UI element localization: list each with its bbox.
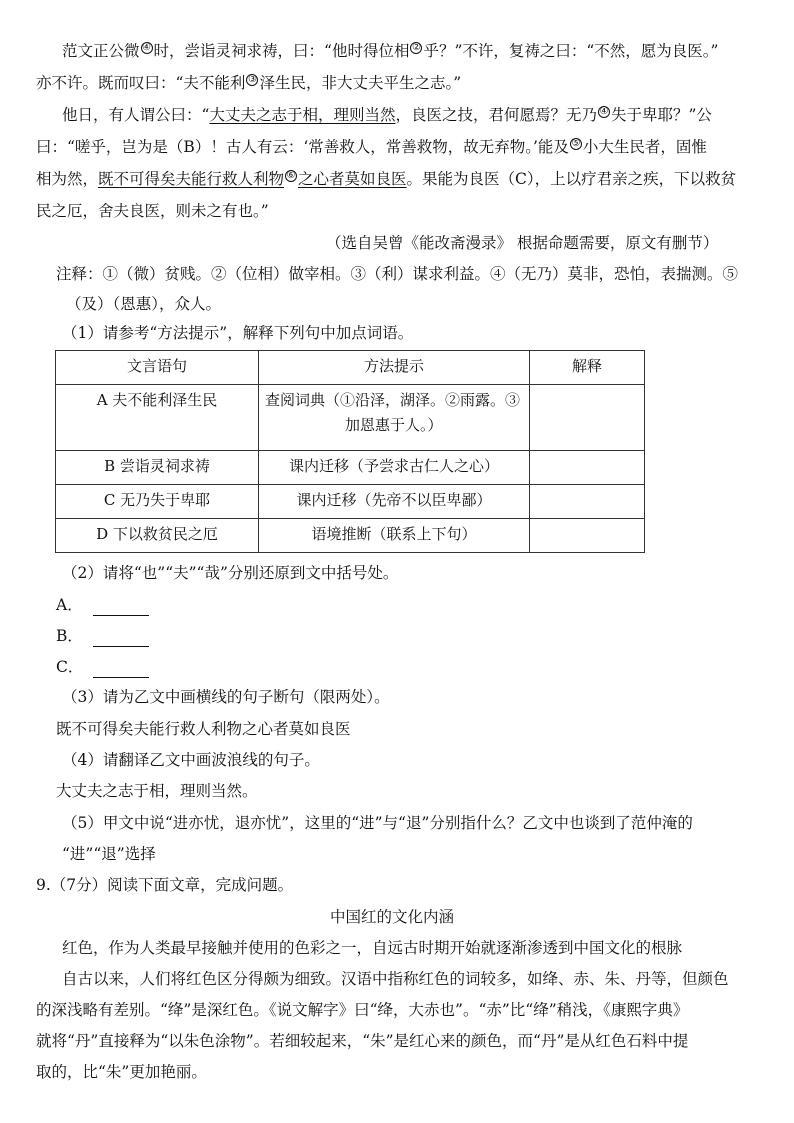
q4-sentence: 大丈夫之志于相，理则当然。 xyxy=(56,782,258,800)
note-mark: ④ xyxy=(599,105,609,117)
header-explanation: 解释 xyxy=(530,351,645,385)
row-c-sentence: C 无乃失于卑耶 xyxy=(56,485,259,519)
row-a-sentence: A 夫不能利泽生民 xyxy=(56,385,259,451)
note-mark: ④ xyxy=(142,41,151,53)
article-p2-line-2: 的深浅略有差别。“绛”是深红色。《说文解字》曰“绛，大赤也”。“赤”比“绛”稍浅，《康熙字典》 xyxy=(36,1001,689,1019)
passage-line-3: 他日，有人谓公曰：“大丈夫之志于相，理则当然，良医之技，君何愿焉？无乃 ④ 失于卑耶？”公 xyxy=(62,105,712,124)
q4-prompt: （4）请翻译乙文中画波浪线的句子。 xyxy=(62,751,320,769)
article-p2-line-3: 就将“丹”直接释为“以朱色涂物”。若细较起来，“朱”是红心来的颜色，而“丹”是从红色石料中提 xyxy=(36,1032,689,1050)
row-b-answer-cell[interactable] xyxy=(530,451,645,485)
row-b-hint: 课内迁移（予尝求古仁人之心） xyxy=(259,451,530,485)
article-p2-line-4: 取的，比“朱”更加艳丽。 xyxy=(36,1063,207,1081)
row-a-answer-cell[interactable] xyxy=(530,385,645,451)
article-p2-line-1: 自古以来，人们将红色区分得颇为细致。汉语中指称红色的词较多，如绛、赤、朱、丹等，但颜色 xyxy=(62,970,729,988)
passage-line-5: 相为然，既不可得矣夫能行救人利物 ⑥ 之心者莫如良医。果能为良医（C），上以疗君亲之疾，下以救贫 xyxy=(36,169,737,188)
q5-line-1: （5）甲文中说“进亦忧，退亦忧”，这里的“进”与“退”分别指什么？乙文中也谈到了范仲淹的 xyxy=(62,814,693,832)
article-paragraph-1: 红色，作为人类最早接触并使用的色彩之一，自远古时期开始就逐渐渗透到中国文化的根脉 xyxy=(62,939,683,957)
answer-blank-a[interactable] xyxy=(93,601,149,616)
note-mark: ② xyxy=(411,41,421,53)
row-c-answer-cell[interactable] xyxy=(530,485,645,519)
q3-prompt: （3）请为乙文中画横线的句子断句（限两处）。 xyxy=(62,688,390,706)
passage-line-6: 民之厄，舍夫良医，则未之有也。” xyxy=(36,202,269,220)
row-b-sentence: B 尝诣灵祠求祷 xyxy=(56,451,259,485)
row-d-sentence: D 下以救贫民之厄 xyxy=(56,519,259,553)
q9-heading: 9.（7分）阅读下面文章，完成问题。 xyxy=(36,876,294,894)
q2-option-a: A． xyxy=(56,594,149,616)
q5-line-2: “进”“退”选择 xyxy=(62,845,156,863)
answer-blank-c[interactable] xyxy=(93,663,149,678)
article-title: 中国红的文化内涵 xyxy=(330,908,455,926)
underlined-sentence-2a: 既不可得矣夫能行救人利物 xyxy=(98,170,285,188)
row-a-hint: 查阅词典（①沿泽，湖泽。②雨露。③ 加恩惠于人。） xyxy=(259,385,530,451)
row-c-hint: 课内迁移（先帝不以臣卑鄙） xyxy=(259,485,530,519)
header-hint: 方法提示 xyxy=(259,351,530,385)
q2-prompt: （2）请将“也”“夫”“哉”分别还原到文中括号处。 xyxy=(62,564,399,582)
underlined-sentence-1: 大丈夫之志于相，理则当然 xyxy=(209,106,396,124)
notes-line-1: 注释：①（微）贫贱。②（位相）做宰相。③（利）谋求利益。④（无乃）莫非，恐怕，表揣测。⑤ xyxy=(56,265,739,283)
passage-line-4: 曰：“嗟乎，岂为是（B）！古人有云：‘常善救人，常善救物，故无弃物。’能及 ⑤ 小大生民者，固惟 xyxy=(36,137,707,156)
underlined-sentence-2b: 之心者莫如良医 xyxy=(298,170,407,188)
row-d-hint: 语境推断（联系上下句） xyxy=(259,519,530,553)
header-sentence: 文言语句 xyxy=(56,351,259,385)
q1-prompt: （1）请参考“方法提示”，解释下列句中加点词语。 xyxy=(62,324,414,342)
q3-sentence: 既不可得矣夫能行救人利物之心者莫如良医 xyxy=(56,720,351,738)
q1-table xyxy=(55,350,645,553)
q2-option-c: C． xyxy=(56,656,149,678)
note-mark: ⑥ xyxy=(286,169,296,181)
passage-line-2: 亦不许。既而叹曰：“夫不能利 ③ 泽生民，非大丈夫平生之志。” xyxy=(36,73,462,92)
note-mark: ③ xyxy=(247,73,257,85)
row-d-answer-cell[interactable] xyxy=(530,519,645,553)
q2-option-b: B． xyxy=(56,625,149,647)
passage-source: （选自吴曾《能改斋漫录》 根据命题需要，原文有删节） xyxy=(326,234,719,252)
notes-line-2: （及）（恩惠），众人。 xyxy=(66,295,222,313)
note-mark: ⑤ xyxy=(571,137,581,149)
answer-blank-b[interactable] xyxy=(93,632,149,647)
passage-line-1: 范文正公微 ④ 时，尝诣灵祠求祷，曰：“他时得位相 ② 乎？”不许，复祷之曰：“不然，愿为良医。” xyxy=(62,41,719,60)
